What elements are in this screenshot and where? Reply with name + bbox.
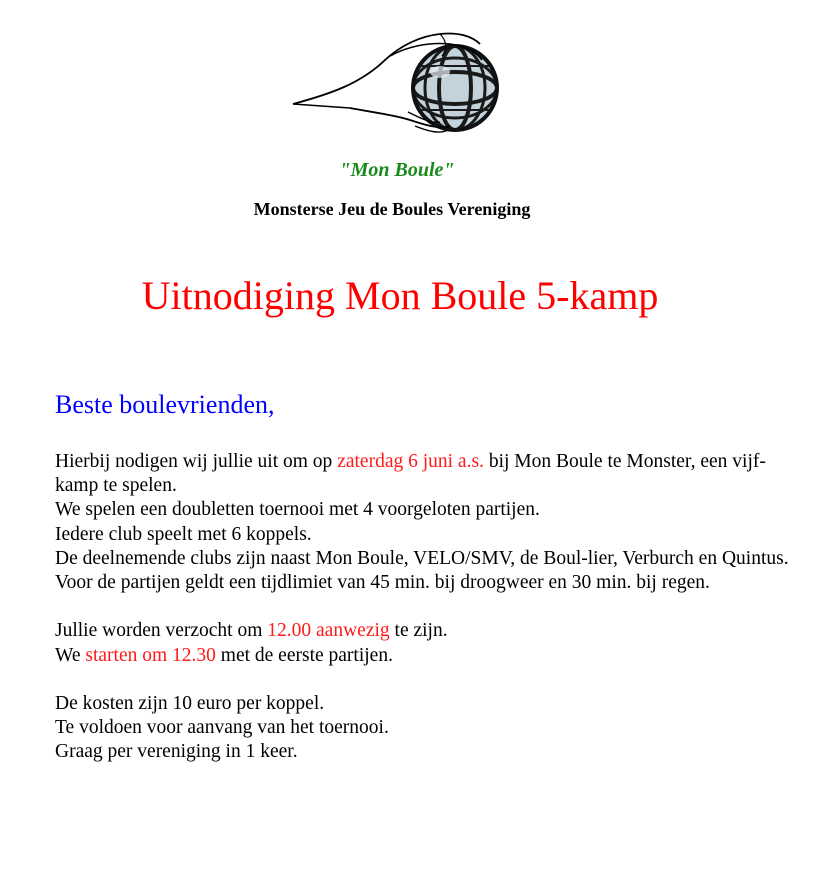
invitation-paragraph: Hierbij nodigen wij jullie uit om op zaterdag 6 juni a.s. bij Mon Boule te Monster, een vijf-kamp te spelen. — [55, 451, 766, 497]
pairs-line: Iedere club speelt met 6 koppels. — [55, 523, 312, 545]
payment-line: Te voldoen voor aanvang van het toernooi. — [55, 717, 389, 739]
event-date: zaterdag 6 juni a.s. — [337, 451, 484, 472]
start-time: starten om 12.30 — [85, 644, 216, 666]
tournament-format-line: We spelen een doubletten toernooi met 4 voorgeloten partijen. — [55, 499, 540, 521]
club-subtitle: Monsterse Jeu de Boules Vereniging — [253, 199, 531, 219]
arrival-line: Jullie worden verzocht om 12.00 aanwezig te zijn. — [55, 620, 448, 642]
clubs-line: De deelnemende clubs zijn naast Mon Boule, VELO/SMV, de Boul-lier, Verburch en Quintus. — [55, 547, 789, 569]
payment-note-line: Graag per vereniging in 1 keer. — [55, 741, 298, 763]
page-title: Uitnodiging Mon Boule 5-kamp — [141, 273, 659, 318]
letter-body — [55, 450, 795, 765]
greeting: Beste boulevrienden, — [55, 390, 275, 419]
hand-holding-boule-logo — [290, 22, 520, 140]
time-limit-line: Voor de partijen geldt een tijdlimiet van 45 min. bij droogweer en 30 min. bij regen. — [55, 572, 710, 594]
cost-line: De kosten zijn 10 euro per koppel. — [55, 693, 325, 714]
start-line: We starten om 12.30 met de eerste partijen. — [55, 644, 393, 666]
club-name: "Mon Boule" — [339, 159, 455, 181]
arrival-time: 12.00 aanwezig — [267, 620, 390, 642]
